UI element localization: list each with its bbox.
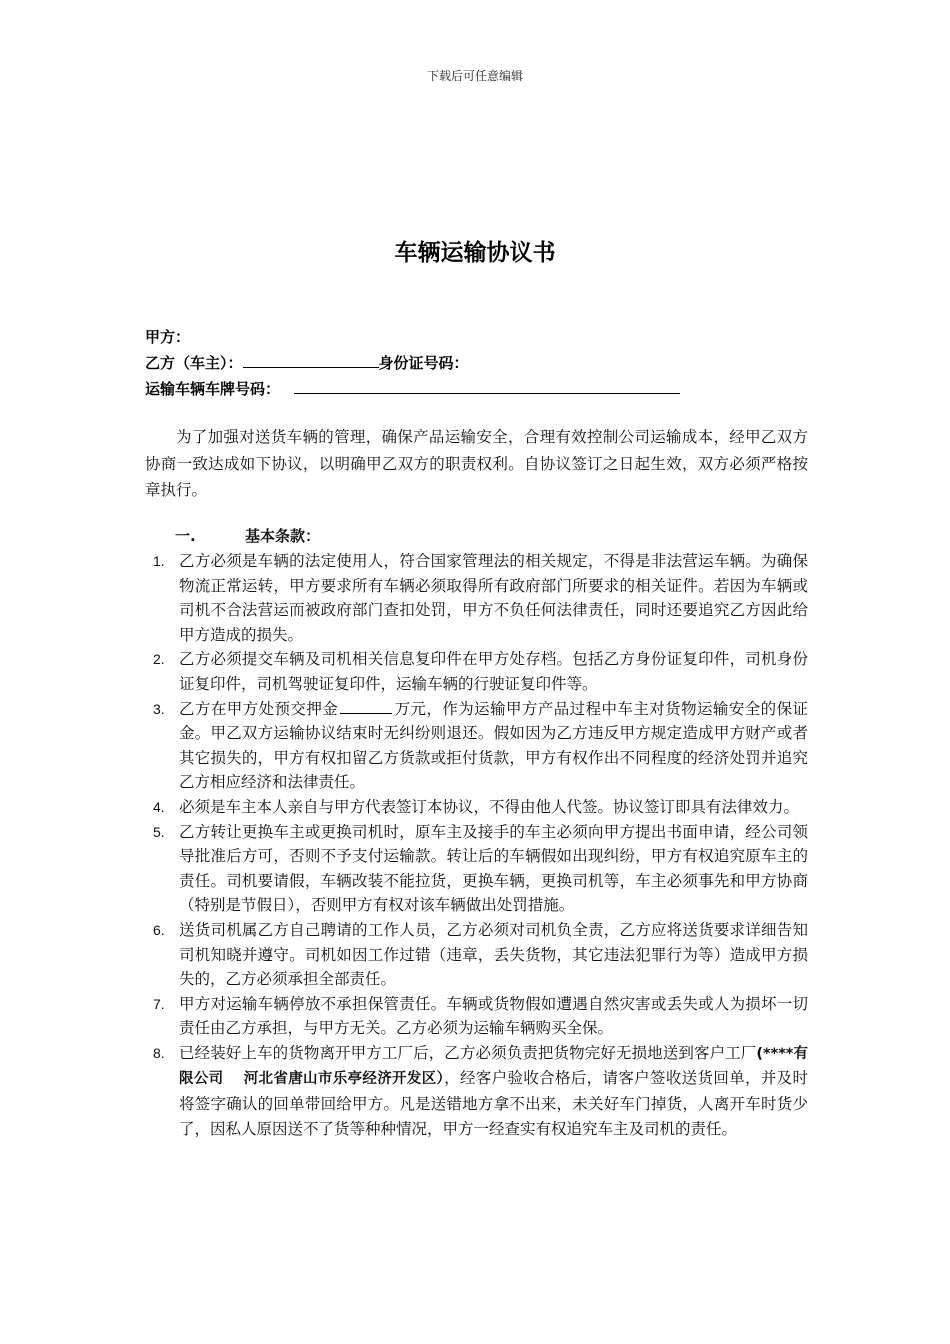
party-a-line xyxy=(145,324,825,350)
party-b-blank xyxy=(243,350,379,368)
clause-item xyxy=(145,1041,808,1141)
clause-text: ，经客户验收合格后，请客户签收送货回单，并及时将签字确认的回单带回给甲方。凡是送错地方拿不出来，未关好车门掉货，人离开车时货少了，因私人原因送不了货等种种情况，甲方一经查实有权追究车主及司机的责任。 xyxy=(179,1069,808,1138)
clause-text: 万元，作为运输甲方产品过程中车主对货物运输安全的保证金。甲乙双方运输协议结束时无纠纷则退还。假如因为乙方违反甲方规定造成甲方财产或者其它损失的，甲方有权扣留乙方货款或拒付货款，甲方有权作出不同程度的经济处罚并追究乙方相应经济和法律责任。 xyxy=(179,699,808,792)
plate-line xyxy=(145,376,825,402)
clause-text: 乙方在甲方处预交押金 xyxy=(179,699,339,718)
clause-number: 7. xyxy=(153,995,165,1012)
plate-number-blank xyxy=(294,376,680,394)
document-title: 车辆运输协议书 xyxy=(394,240,556,266)
intro-paragraph: 为了加强对送货车辆的管理，确保产品运输安全，合理有效控制公司运输成本，经甲乙双方协商一致达成如下协议，以明确甲乙双方的职责权利。自协议签订之日起生效，双方必须严格按章执行。 xyxy=(145,428,808,499)
party-a-label: 甲方： xyxy=(145,328,191,346)
clause-text: 必须是车主本人亲自与甲方代表签订本协议，不得由他人代签。协议签订即具有法律效力。 xyxy=(179,797,800,816)
clause-text: 送货司机属乙方自己聘请的工作人员，乙方必须对司机负全责，乙方应将送货要求详细告知司机知晓并遵守。司机如因工作过错（违章，丢失货物，其它违法犯罪行为等）造成甲方损失的，乙方必须承担全部责任。 xyxy=(179,920,808,989)
party-b-line xyxy=(145,350,825,376)
section-title: 基本条款： xyxy=(245,527,321,545)
clause-item xyxy=(145,918,808,992)
id-number-label: 身份证号码： xyxy=(378,354,469,372)
section-number: 一. xyxy=(175,527,196,545)
clause-item xyxy=(145,647,808,696)
section-heading xyxy=(175,525,320,546)
clause-item xyxy=(145,992,808,1041)
clause-item xyxy=(145,549,808,647)
clause-list xyxy=(145,549,808,1141)
clause-number: 3. xyxy=(153,700,165,717)
clause-item xyxy=(145,820,808,918)
clause-text: 乙方转让更换车主或更换司机时，原车主及接手的车主必须向甲方提出书面申请，经公司领导批准后方可，否则不予支付运输款。转让后的车辆假如出现纠纷，甲方有权追究原车主的责任。司机要请假，车辆改装不能拉货，更换车辆，更换司机等，车主必须事先和甲方协商（特别是节假日），否则甲方有权对该车辆做出处罚措施。 xyxy=(179,822,808,915)
clause-text: 乙方必须提交车辆及司机相关信息复印件在甲方处存档。包括乙方身份证复印件，司机身份证复印件，司机驾驶证复印件，运输车辆的行驶证复印件等。 xyxy=(179,650,808,693)
clause-number: 2. xyxy=(153,651,165,668)
deposit-amount-blank xyxy=(340,697,392,714)
plate-number-label: 运输车辆车牌号码： xyxy=(145,380,281,398)
clause-text: 乙方必须是车辆的法定使用人，符合国家管理法的相关规定，不得是非法营运车辆。为确保物流正常运转，甲方要求所有车辆必须取得所有政府部门所要求的相关证件。若因为车辆或司机不合法营运而被政府部门查扣处罚，甲方不负任何法律责任，同时还要追究乙方因此给甲方造成的损失。 xyxy=(179,552,808,644)
clause-number: 5. xyxy=(153,823,165,840)
clause-number: 8. xyxy=(153,1044,165,1061)
clause-text: 已经装好上车的货物离开甲方工厂后，乙方必须负责把货物完好无损地送到客户工厂 xyxy=(179,1043,757,1062)
clause-number: 6. xyxy=(153,921,165,938)
parties-block xyxy=(145,324,825,402)
clause-number: 4. xyxy=(153,798,165,815)
clause-item xyxy=(145,795,808,820)
clause-item xyxy=(145,697,808,795)
customer-address: (****有限公司 河北省唐山市乐亭经济开发区） xyxy=(179,1045,808,1088)
party-b-label: 乙方（车主）： xyxy=(145,354,243,372)
page-header-note: 下载后可任意编辑 xyxy=(426,69,523,83)
clause-text: 甲方对运输车辆停放不承担保管责任。车辆或货物假如遭遇自然灾害或丢失或人为损坏一切责任由乙方承担，与甲方无关。乙方必须为运输车辆购买全保。 xyxy=(179,994,808,1038)
clause-number: 1. xyxy=(153,553,165,569)
